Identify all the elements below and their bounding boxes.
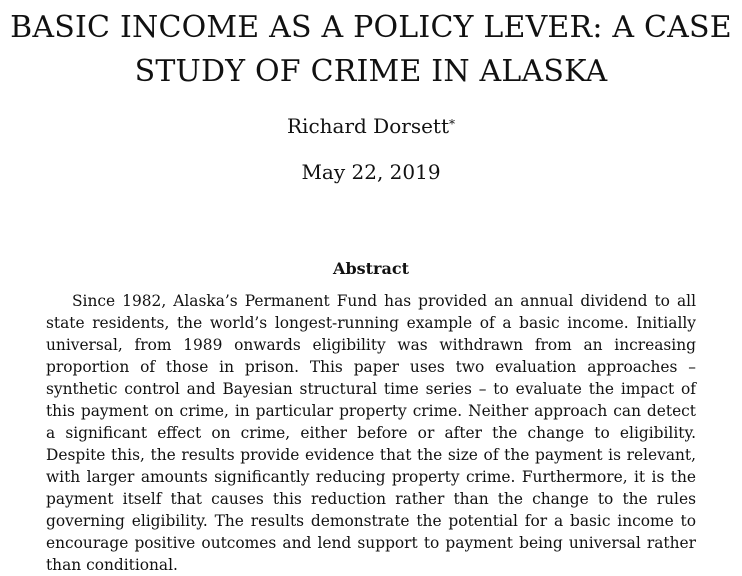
paper-title-line-2: STUDY OF CRIME IN ALASKA [134,54,608,89]
paper-title [0,6,742,94]
paper-title-line-1: BASIC INCOME AS A POLICY LEVER: A CASE [10,10,732,45]
author-footnote-mark: * [449,117,455,131]
abstract-heading: Abstract [333,259,409,278]
publication-date: May 22, 2019 [301,160,441,184]
abstract-body: Since 1982, Alaska’s Permanent Fund has provided an annual dividend to all state residents, the world’s longest-running example of a basic income. Initially universal, from 1989 onwards eligibility was withdrawn from an increasing proportion of those in prison. This paper uses two evaluation approaches – synthetic control and Bayesian structural time series – to evaluate the impact of this payment on crime, in particular property crime. Neither approach can detect a significant effect on crime, either before or after the change to eligibility. Despite this, the results provide evidence that the size of the payment is relevant, with larger amounts significantly reducing property crime. Furthermore, it is the payment itself that causes this reduction rather than the change to the rules governing eligibility. The results demonstrate the potential for a basic income to encourage positive outcomes and lend support to payment being universal rather than conditional. [46,292,696,574]
author-name: Richard Dorsett [287,114,449,138]
author-line [0,112,742,140]
